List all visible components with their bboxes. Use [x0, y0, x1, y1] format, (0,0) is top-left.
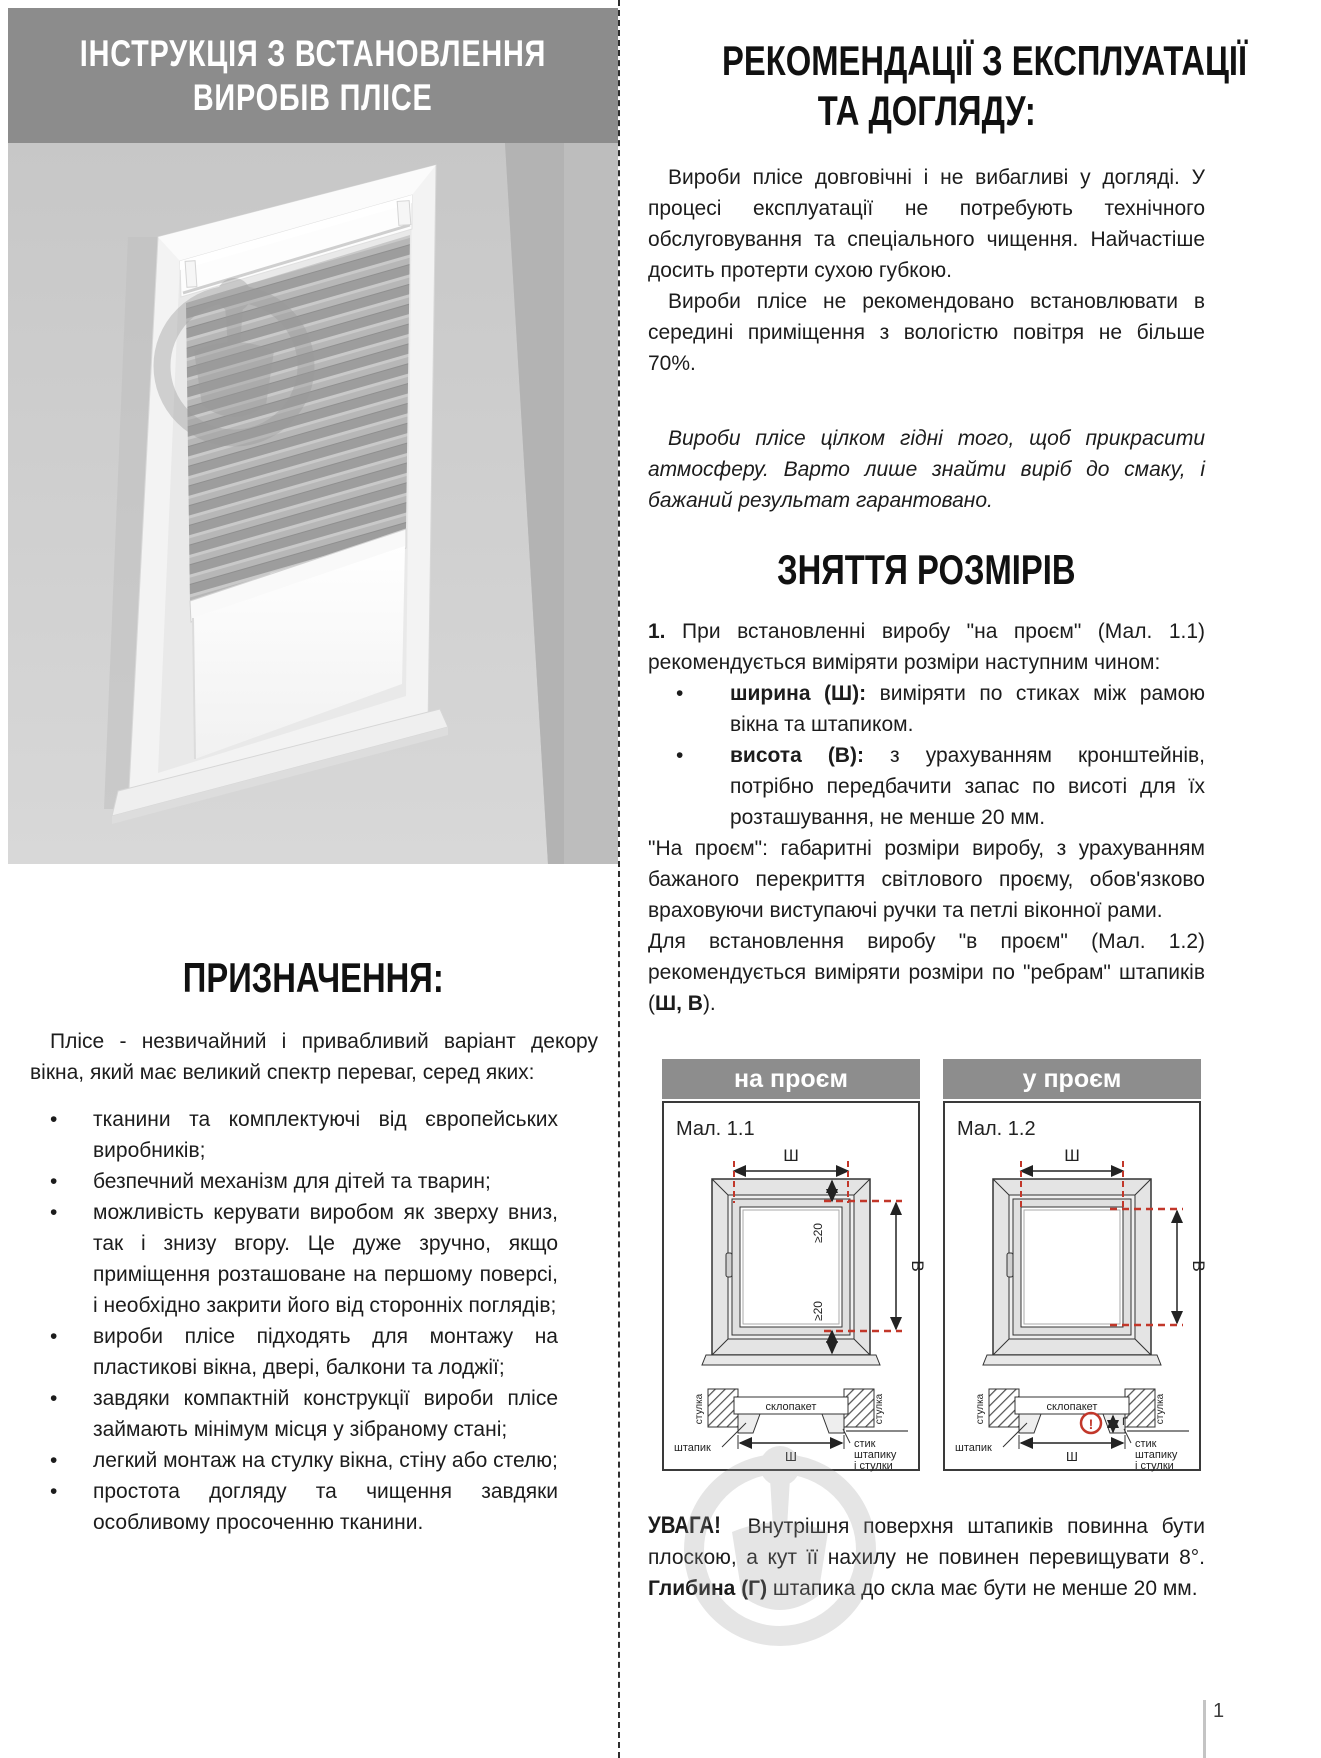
fig1-margin-top-label: ≥20	[811, 1223, 825, 1243]
page-number	[1203, 1700, 1224, 1758]
fig2-bead-left	[1019, 1414, 1041, 1433]
diagram-in-opening	[943, 1059, 1208, 1472]
fig1-height-label: В	[908, 1260, 927, 1272]
fig1-sash-label-right: стулка	[874, 1393, 885, 1425]
page-number-text: 1	[1213, 1700, 1225, 1722]
width-term: ширина (Ш):	[730, 682, 867, 705]
blind-product-photo	[8, 143, 618, 864]
column-divider	[618, 0, 620, 1758]
dims-bold: Ш, В	[655, 992, 703, 1015]
fig2-bead-label: штапик	[955, 1442, 992, 1454]
diagram-1-header-text: на проєм	[734, 1064, 848, 1093]
care-paragraph-3: Вироби плісе цілком гідні того, щоб прикрасити атмосферу. Варто лише знайти виріб до смаку, і бажаний результат гарантовано.	[648, 427, 1205, 512]
measuring-title-text: ЗНЯТТЯ РОЗМІРІВ	[777, 546, 1076, 593]
in-opening-paragraph	[648, 926, 1205, 1019]
care-title-line2: ТА ДОГЛЯДУ:	[817, 87, 1036, 134]
fig2-width-label: Ш	[1064, 1146, 1080, 1165]
left-header-line1-text: ІНСТРУКЦІЯ З ВСТАНОВЛЕННЯ	[79, 32, 547, 74]
fig2-sill	[983, 1355, 1161, 1365]
fig2-sash-label-right: стулка	[1155, 1393, 1166, 1425]
purpose-bullet-2: • безпечний механізм для дітей та тварин;	[8, 1166, 558, 1197]
fig2-joint-label-3: і стулки	[1135, 1460, 1174, 1472]
fig2-joint-label-2: штапику	[1135, 1449, 1178, 1461]
fig1-width-label: Ш	[783, 1146, 799, 1165]
fig1-handle	[726, 1253, 732, 1277]
attention-depth-term: Глибина (Г)	[648, 1577, 768, 1600]
fig1-bead-label: штапик	[674, 1442, 711, 1454]
in-opening-text: Для встановлення виробу "в проєм" (Мал. 1.2) рекомендується виміряти розміри по "ребрам" штапиків (	[648, 930, 1205, 1015]
fig1-bead-right	[822, 1414, 844, 1433]
in-opening-end: ).	[702, 992, 716, 1015]
purpose-bullet-6: • легкий монтаж на стулку вікна, стіну або стелю;	[8, 1445, 558, 1476]
fig1-margin-bottom-label: ≥20	[811, 1301, 825, 1321]
step-number: 1.	[648, 620, 666, 643]
purpose-bullet-list	[8, 1104, 618, 1538]
measuring-diagrams	[648, 1059, 1208, 1474]
attention-label: УВАГА!	[648, 1512, 721, 1539]
purpose-bullet-5: • завдяки компактній конструкції вироби плісе займають мінімум місця у зібраному стані;	[8, 1383, 558, 1445]
left-column	[8, 8, 618, 1538]
care-paragraph-2: Вироби плісе не рекомендовано встановлювати в середині приміщення з вологістю повітря не більше 70%.	[648, 290, 1205, 375]
fig1-sash-label-left: стулка	[694, 1393, 705, 1425]
height-bullet	[648, 740, 1205, 833]
figure-2-label: Мал. 1.2	[957, 1118, 1036, 1140]
fig1-glazing-label: склопакет	[765, 1401, 817, 1413]
right-column	[648, 0, 1248, 1604]
diagram-2-drawing	[945, 1103, 1208, 1472]
purpose-bullet-3: • можливість керувати виробом як зверху вниз, так і знизу вгору. Це дуже зручно, якщо приміщення розташоване на першому поверсі, і необхідно закрити його від сторонніх поглядів;	[8, 1197, 558, 1321]
diagram-1-body	[662, 1101, 927, 1472]
care-paragraph-1: Вироби плісе довговічні і не вибагливі у догляді. У процесі експлуатації не потребують технічного обслуговування та спеціального чищення. Найчастіше досить протерти сухою губкою.	[648, 166, 1205, 282]
fig2-joint-label-1: стик	[1135, 1438, 1157, 1450]
fig2-handle	[1007, 1253, 1013, 1277]
measuring-title	[648, 546, 1205, 594]
diagram-on-opening	[662, 1059, 927, 1472]
measuring-bullet-list	[648, 678, 1205, 833]
purpose-title-text: ПРИЗНАЧЕННЯ:	[182, 954, 444, 1001]
fig2-glass	[1021, 1207, 1123, 1327]
attention-text-2: штапика до скла має бути не менше 20 мм.	[767, 1577, 1198, 1600]
care-title-line1: РЕКОМЕНДАЦІЇ З ЕКСПЛУАТАЦІЇ	[722, 37, 1248, 84]
fig1-joint-label-3: і стулки	[854, 1460, 893, 1472]
care-title	[648, 36, 1248, 136]
step-1-text: При встановленні виробу "на проєм" (Мал. 1.1) рекомендується виміряти розміри наступним чином:	[648, 620, 1205, 674]
diagram-1-drawing	[664, 1103, 927, 1472]
fig1-sill	[702, 1355, 880, 1365]
fig2-sash-label-left: стулка	[975, 1393, 986, 1425]
width-bullet	[648, 678, 1205, 740]
fig1-bead-left	[738, 1414, 760, 1433]
left-header-banner	[8, 8, 618, 143]
fig1-joint-label-1: стик	[854, 1438, 876, 1450]
measuring-step-1	[648, 616, 1205, 678]
purpose-bullet-7: • простота догляду та чищення завдяки особливому просоченню тканини.	[8, 1476, 558, 1538]
diagram-1-header	[662, 1059, 920, 1099]
fig1-section-width-label: Ш	[785, 1449, 797, 1464]
fig1-joint-label-2: штапику	[854, 1449, 897, 1461]
left-header-line2-text: ВИРОБІВ ПЛІСЕ	[193, 76, 433, 118]
purpose-bullet-4: • вироби плісе підходять для монтажу на пластикові вікна, двері, балкони та лоджії;	[8, 1321, 558, 1383]
fig2-section-width-label: Ш	[1066, 1449, 1078, 1464]
diagram-2-header	[943, 1059, 1201, 1099]
fig2-glazing-label: склопакет	[1046, 1401, 1098, 1413]
purpose-bullet-1: • тканини та комплектуючі від європейських виробників;	[8, 1104, 558, 1166]
height-text: з урахуванням кронштейнів, потрібно передбачити запас по висоті для їх розташування, не менше 20 мм.	[730, 744, 1205, 829]
width-text: виміряти по стиках між рамою вікна та штапиком.	[730, 682, 1205, 736]
fig1-cross-section	[674, 1389, 908, 1472]
on-opening-paragraph: "На проєм": габаритні розміри виробу, з урахуванням бажаного перекриття світлового проєму, обов'язково враховуючи виступаючі ручки та петлі віконної рами.	[648, 837, 1205, 922]
window-illustration	[112, 165, 448, 824]
warning-exclamation-icon: !	[1088, 1416, 1094, 1432]
left-header-line2	[159, 76, 466, 120]
height-term: висота (В):	[730, 744, 864, 767]
diagram-2-header-text: у проєм	[1022, 1064, 1122, 1093]
purpose-intro: Плісе - незвичайний і привабливий варіант декору вікна, який має великий спектр переваг, серед яких:	[30, 1030, 598, 1084]
attention-text-1: Внутрішня поверхня штапиків повинна бути плоскою, а кут її нахилу не повинен перевищувати 8°.	[648, 1515, 1205, 1569]
figure-1-label: Мал. 1.1	[676, 1118, 755, 1140]
purpose-title	[8, 954, 618, 1002]
fig2-height-label: В	[1189, 1260, 1208, 1272]
attention-paragraph	[648, 1510, 1205, 1604]
left-header-line1	[14, 32, 612, 76]
diagram-2-body	[943, 1101, 1208, 1472]
fig2-depth-label: Г	[1122, 1416, 1128, 1428]
fig1-glass	[740, 1207, 842, 1327]
fig2-cross-section	[955, 1389, 1189, 1472]
